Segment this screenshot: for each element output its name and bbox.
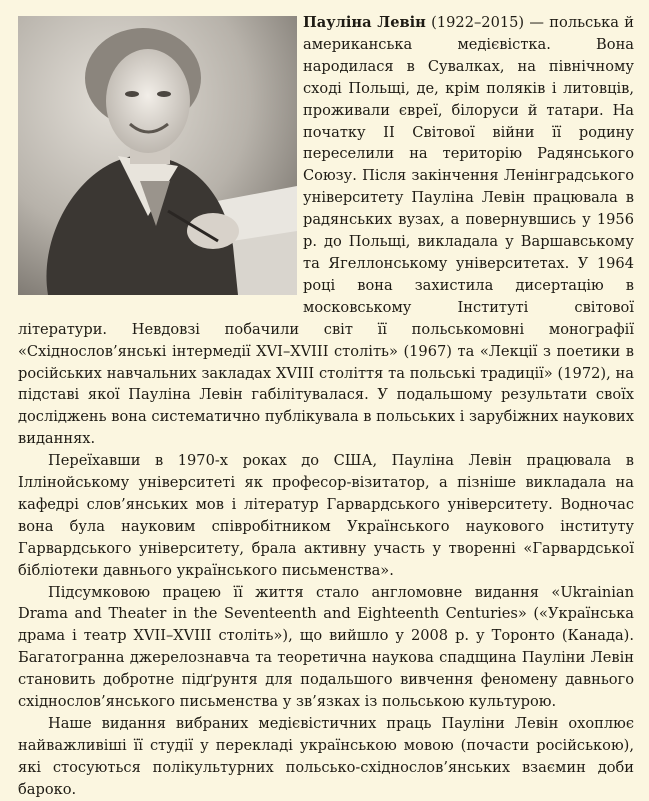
paragraph-usa: Переїхавши в 1970-х роках до США, Пауліна Левін працювала в Іллінойському університеті як професор-візитатор, а пізніше викладала на кафедрі слов’янських мов і літератур Гарвардського університету. Водночас вона була науковим співробітником Українського наукового інституту Гарвардського університету, брала активну участь у творенні «Гарвардської бібліотеки давнього українського письменства».: [18, 452, 634, 579]
paragraph-edition: Наше видання вибраних медієвістичних праць Пауліни Левін охоплює найважливіші її студії у перекладі українською мовою (почасти російською), які стосуються полікультурних польсько-східнослов’янських взаємин доби бароко.: [18, 715, 634, 798]
paragraph-intro-text: (1922–2015) — польська й американська медієвістка. Вона народилася в Сувалках, на північному сході Польщі, де, крім поляків і литовців, проживали євреї, білоруси й татари. На початку ІІ Світової війни її родину переселили на територію Радянського Союзу. Після закінчення Ленінградського університету Пауліна Левін працювала в радянських вузах, а повернувшись у 1956 р. до Польщі, викладала у Варшавському та Ягеллонському університетах. У 1964 році вона захистила дисертацію в московському Інституті світової літератури. Невдовзі побачили світ її польськомовні монографії «Східнослов’янські інтермедії XVI–XVIII століть» (1967) та «Лекції з поетики в російських навчальних закладах XVIII століття та польські традиції» (1972), на підставі якої Пауліна Левін габілітувалася. У подальшому результати своїх досліджень вона систематично публікувала в польських і зарубіжних наукових виданнях.: [18, 14, 635, 448]
paragraph-final-work: Підсумковою працею її життя стало англомовне видання «Ukrainian Drama and Theater in the Seventeenth and Eighteenth Centuries» («Українська драма і театр XVII–XVIII століть»), що вийшло у 2008 р. у Торонто (Канада). Багатогранна джерелознавча та теоретична наукова спадщина Пауліни Левін становить добротне підґрунтя для подальшого вивчення феномену давнього східнослов’янського письменства у зв’язках із польською культурою.: [18, 583, 634, 711]
biography-text: [18, 12, 634, 801]
person-name: Пауліна Левін: [303, 14, 426, 31]
photo-spacer: [18, 12, 303, 308]
